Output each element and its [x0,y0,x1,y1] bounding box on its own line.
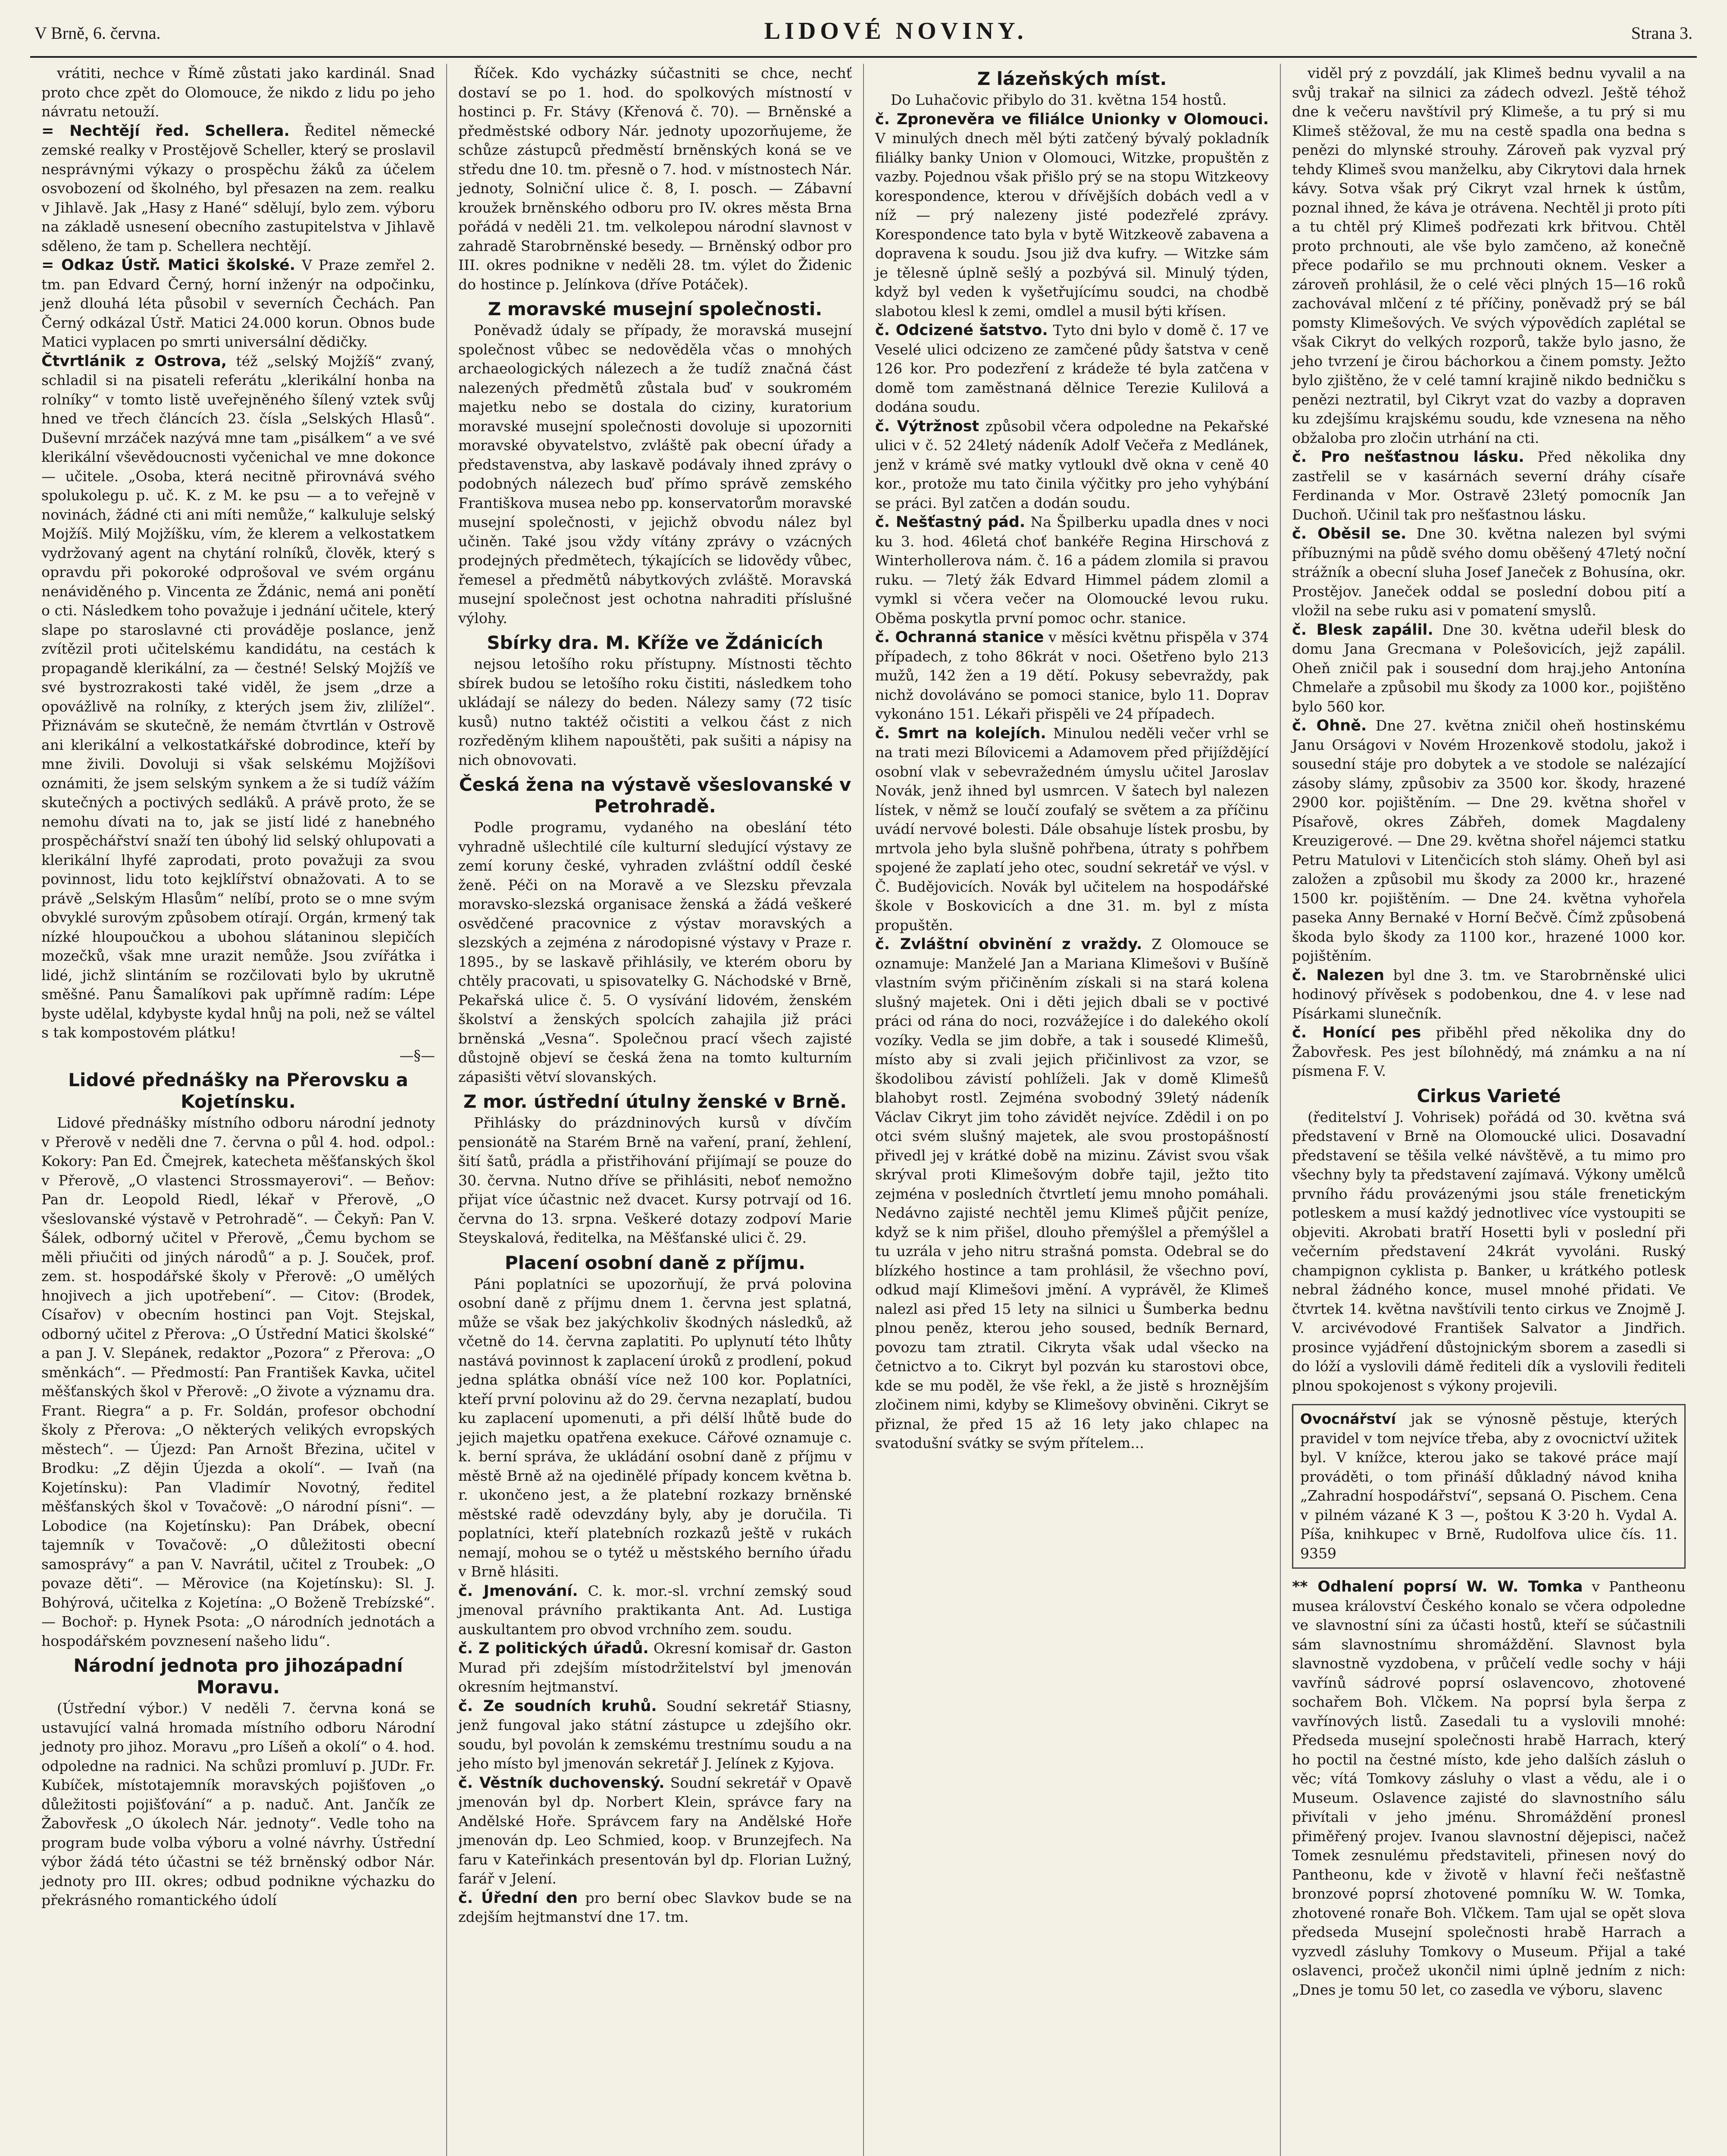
news-item-text: pro berní obec Slavkov bude se na zdejším hejtmanství dne 17. tm. [458,1889,852,1925]
news-item-heading: č. Honící pes [1292,1024,1421,1041]
article-paragraph: (ředitelství J. Vohrisek) pořádá od 30. května svá představení v Brně na Olomoucké ulici. Dosavadní představení se těšila velké návštěvě, a tu mimo pro všechny byly ta představení zajímavá. Výkony umělců prvního řádu provázenými jsou stále frenetickým potleskem a musí každý jednotlivec více vystoupiti se objeviti. Akrobati bratří Hosetti byli v poslední při večerním představení 24krát vyvoláni. Ruský champignon cyklista p. Banker, u krátkého potlesk nebral žádného konce, musel mnohé přidati. Ve čtvrtek 14. května navštívili tento cirkus ve Znojmě J. V. arcivévodové František Salvator a Jindřich. prosince vyjádření důstojnickým sborem a zasedli si do lóží a vyslovili dámě řediteli dík a vyslovili řediteli plnou spokojenost s výkony projevili. [1292,1108,1686,1394]
article-paragraph: (Ústřední výbor.) V neděli 7. června koná se ustavující valná hromada místního odboru Národní jednoty pro jihoz. Moravu „pro Líšeň a okolí“ o 4. hod. odpoledne na radnici. Na schůzi promluví p. JUDr. Fr. Kubíček, místotajemník moravských pojišťoven „o důležitosti pojišťování“ a p. naduč. Ant. Jančík ze Žabovřesk „O úkolech Nár. jednoty“. Vedle toho na program bude volba výboru a volné návrhy. Ústřední výbor žádá této účastni se též brněnský odbor Nár. jednoty pro III. okres; odbud podnikne výchazku do překrásného romantického údolí [41,1700,435,1908]
news-item-text: V minulých dnech měl býti zatčený bývalý pokladník filiálky banky Union v Olomouci, Witzke, propuštěn z vazby. Pojednou však přišlo prý se na stopu Witzkeovy korespondence, kterou v dřívějších dobách vedl a v níž — prý nalezeny jisté podezřelé zprávy. Korespondence tato byla v bytě Witzkeově zabavena a dopravena k soudu. Jsou již dva kufry. — Witzke sám je tělesně úplně sešlý a pozbývá sil. Minulý týden, když byl veden k vyšetřujícímu soudci, na chodbě slabotou klesl k zemi, omdlel a musil býti křísen. [875,130,1269,320]
article-paragraph: viděl prý z povzdálí, jak Klimeš bednu vyvalil a na svůj trakař na silnici za zádech odvezl. Ještě téhož dne k večeru navštívil prý Klimeše, a tu prý si mu Klimeš stěžoval, že mu na cestě spadla ona bedna s penězi do mlynské strouhy. Zároveň pak vyzval prý tehdy Klimeš svou manželku, aby Cikrytovi dala hrnek kávy. Sotva však prý Cikryt vzal hrnek k ústům, poznal ihned, že káva je otrávena. Nechtěl ji proto píti a tu chtěl prý Klimeš podřezati krk břitvou. Chtěl proto prchnouti, ale vše bylo zamčeno, až konečně přece podařilo se mu prchnouti oknem. Vesker a zároveň prohlásil, že o celé věci plných 15—16 roků zachovával mlčení z té příčiny, poněvadž prý se bál pomsty Klimešových. Ve svých výpovědích zaplétal se však Cikryt do velkých rozporů, takže bylo jasno, že jeho tvrzení je čirou báchorkou a činem pomsty. Ježto bylo zjištěno, že v celé tamní krajině nikdo bedničku s penězi neztratil, byl Cikryt vzat do vazby a dopraven ku zdejšímu krajskému soudu, kde vznesena na něho obžaloba pro zločin utrhání na cti. [1292,65,1686,446]
news-item-text: Dne 30. května udeřil blesk do domu Jana Grecmana v Polešovicích, jejž zapálil. Oheň zničil pak i sousední dom hraj.jeho Antonína Chmelaře a způsobil mu škody za 1000 kor., pojištěno bylo 560 kor. [1292,621,1686,715]
news-item-heading: Čtvrtlánik z Ostrova, [41,352,227,370]
news-item-heading: č. Jmenování. [458,1582,578,1600]
news-item-text: též „selský Mojžíš“ zvaný, schladil si na pisateli referátu „klerikální honba na rolníky“ v tomto listě uveřejněného šílený vztek svůj hned ve třech článcích 23. čísla „Selských Hlasů“. Duševní mrzáček nazývá mne tam „pisálkem“ a ve své klerikální vševědoucnosti vyčenichal ve mne dokonce — učitele. „Osoba, která necitně přirovnává svého spolukolegu p. uč. K. z M. ke psu — a to veřejně v novinách, žádné cti ani míti nemůže,“ kalkuluje selský Mojžíš. Milý Mojžíšku, vím, že klerem a velkostatkem vydržovaný agent na chytání rolníků, člověk, který s opravdu při pokoroké odprošoval ve svém orgánu nenáviděného p. Vincenta ze Ždánic, nemá ani ponětí o cti. Následkem toho považuje i jednání učitele, který slape po staroslavné cti prováděje poslance, jenž zvítězil proti učitelskému kandidátu, na cestách k propagandě klerikální, za — čestné! Selský Mojžíš ve své bystrozrakosti také viděl, že jsem „drze a opovážlivě na rolníky, z kterých jsem živ, zlilížel“. Přiznávám se skutečně, že nemám čtvrtlán v Ostrově ani klerikální a velkostatkářské dobrodince, kteří by mne živili. Dovoluji si však selskému Mojžíšovi oznámiti, že jsem selským synkem a že si tudíž vážím skutečných a poctivých sedláků. A právě proto, že se nemohu dívati na to, jak se jistí lidé z hanebného prospěchářství snaží ten úbohý lid selský ohlupovati a klerikální lhyfé zaprodati, proto považuji za svou povinnost, lidu toto kejklířství obnažovati. A to se právě „Selským Hlasům“ nelíbí, proto se o mne svým obvyklé surovým způsobem otírají. Orgán, krmený tak nízké hloupoučkou a ubohou slátaninou slepičích mozečků, však mne urazit nemůže. Jsou zvířátka i lidé, jichž slintáním se rozčilovati bylo by ukrutně směšné. Panu Šamalíkovi pak upřímně radím: Lépe byste udělal, kdybyste kydal hnůj na poli, než se váltel s tak kompostovém plátku! [41,352,435,1041]
column-1 [30,64,447,2156]
news-item [41,122,435,256]
article-heading: Národní jednota pro jihozápadní Moravu. [73,1655,403,1698]
page-number: Strana 3. [1631,23,1693,43]
news-item-text: Na Špilberku upadla dnes v noci ku 3. hod. 46letá choť bankéře Regina Hirschová z Winterhollerova nám. č. 16 a pádem zlomila si pravou ruku. — 7letý žák Edvard Himmel pádem zlomil a vymkl si včera večer na Olomoucké levou ruku. Oběma poskytla první pomoc ochr. stanice. [875,514,1269,627]
article-heading: Sbírky dra. M. Kříže ve Ždánicích [487,632,823,653]
news-item-heading: = Odkaz Ústř. Matici školské. [41,257,296,274]
news-item [875,513,1269,628]
newspaper-title: LIDOVÉ NOVINY. [764,18,1028,44]
news-item [458,1774,852,1889]
news-item-text: způsobil včera odpoledne na Pekařské ulici v č. 52 24letý nádeník Adolf Večeřa z Medlánek, jenž v krámě své matky vytloukl dvě okna v ceně 40 kor., protože mu tato činila výčitky pro jeho vyhýbání se práci. Byl zatčen a dodán soudu. [875,417,1269,511]
column-2 [447,64,864,2156]
news-item-heading: č. Nalezen [1292,966,1384,984]
news-item-text: Soudní sekretář Stiasny, jenž fungoval jako státní zástupce u zdejšího okr. soudu, byl povolán k zemskému trestnímu soudu a na jeho místo byl jmenován sekretář J. Jelínek z Kyjova. [458,1697,852,1772]
article-heading: Z lázeňských míst. [977,68,1167,89]
article-paragraph: Říček. Kdo vycházky súčastniti se chce, nechť dostaví se po 1. hod. do spolkových místností v hostinci p. Fr. Stávy (Křenová č. 70). — Brněnské a předměstské odbory Nár. jednoty upozorňujeme, že schůze zástupců předměstí brněnských koná se ve středu dne 10. tm. přesně o 7. hod. v místnostech Nár. jednoty, Solniční ulice č. 8, I. posch. — Zábavní kroužek brněnského odboru pro IV. okres města Brna pořádá v neděli 21. tm. velkolepou národní slavnost v zahradě Starobrněnské besedy. — Brněnský odbor pro III. okres podnikne v neděli 28. tm. výlet do Židenic do hostince p. Jelínkova (dříve Potáček). [458,65,852,293]
news-item-heading: č. Ze soudních kruhů. [458,1697,657,1715]
article-paragraph: Páni poplatníci se upozorňují, že prvá polovina osobní daně z příjmu dnem 1. června jest splatná, může se však bez jakýchkoliv škodných následků, až včetně do 14. června zaplatiti. Po uplynutí této lhůty nastává povinnost k zaplacení úroků z prodlení, pokud jedna splátka obnáší více než 100 kor. Poplatníci, kteří první polovinu až do 29. června nezaplatí, budou ku zaplacení upomenuti, a při délší lhůtě bude do jejich majetku opatřena exekuce. Cářové oznamuje c. k. berní správa, že ukládání osobní daně z příjmu v městě Brně až na ojedinělé případy koncem května b. r. ukončeno jest, a že platební rozkazy brněnské městské radě odevzdány byly, aby je doručila. Ti poplatníci, kteří platebních rozkazů ještě v rukách nemají, mohou se o tytéž u městského berního úřadu v Brně hlásiti. [458,1275,852,1580]
news-item-text: Okresní komisař dr. Gaston Murad při zdejším místodržitelství byl jmenován okresním hejtmanství. [458,1640,852,1695]
news-item [875,110,1269,321]
article-paragraph: vrátiti, nechce v Římě zůstati jako kardinál. Snad proto chce zpět do Olomouce, že nikdo z lidu po jeho návratu netouží. [41,65,435,120]
news-item-text: byl dne 3. tm. ve Starobrněnské ulici hodinový přívěsek s podobenkou, dne 4. v lese nad Písárkami slunečník. [1292,966,1686,1022]
date-line: V Brně, 6. června. [34,23,161,43]
news-item [458,1889,852,1927]
news-item-text: Z Olomouce se oznamuje: Manželé Jan a Mariana Klimešovi v Bušíně vlastním svým přičiněním získali si na stará kolena slušný majetek. Oni i děti jejich dbali se v poctivé práci od rána do noci, rozvážejíce i do dalekého okolí vozíky. Vedla se jim dobře, a tak i sousedé Klimešů, místo aby si zvali jejich přičinlivost za vzor, se škodolibou závistí pohlíželi. Jak v domě Klimešů blahobyt rostl. Zejména svobodný 39letý nádeník Václav Cikryt jim toho závidět nejvíce. Zdědil i on po otci svém slušný majetek, ale svou prostopášností přivedl jej v krátké době na mizinu. Závist svou však skrýval proti Klimešovým dobře tajil, ježto tito zejména v posledních čtvrtletí jemu mnoho pomáhali. Nedávno zajisté nechtěl jemu Klimeš půjčit peníze, když se k nim přišel, dlouho přemýšlel a přemýšlel a tu uzrála v jeho nitru strašná pomsta. Odebral se do blízkého hostince a tam prohlásil, že všechno poví, odkud mají Klimešovi jmění. A vyprávěl, že Klimeš nalezl asi před 15 lety na silnici u Šumberka bednu plnou peněz, kterou jeho soused, bedník Bernard, povozu tam ztratil. Cikryta však udal všecko na četnictvo a to. Cikryt byl pozván ku starostovi obce, kde se mu poděl, že vše řekl, a že jistě s hroznějším zločinem nimi, kdyby se Klimešovy obviněni. Cikryt se přiznal, že před 15 až 16 lety jako chlapec na svatodušní svátky se svým přítelem... [875,936,1269,1451]
article-heading: Cirkus Varieté [1417,1085,1561,1106]
news-item-heading: č. Výtržnost [875,417,979,435]
article-paragraph: nejsou letošího roku přístupny. Místnosti těchto sbírek budou se letošího roku čistiti, následkem toho ukládají se nálezy do beden. Nálezy samy (72 tisíc kusů) nutno taktéž očistiti a velkou část z nich rozředěným klihem napouštěti, pak sušiti a nápisy na nich obnovovati. [458,655,852,768]
article-columns [30,64,1697,2156]
article-paragraph: Podle programu, vydaného na obeslání této vyhradně ušlechtilé cíle kulturní sledující výstavy ze zemí koruny české, vyhraden zvláštní oddíl české ženě. Péči on na Moravě a ve Slezsku převzala moravsko-slezská organisace ženská a žádá veškeré osvědčené pracovnice z výstav moravských a slezských a zejména z národopisné výstavy v Praze r. 1895., by se laskavě přihlásily, ve kterém oboru by chtěly pracovati, u spisovatelky G. Náchodské v Brně, Pekařská ulice č. 5. O vysívání lidovém, ženském školství a ženských spolcích zahajila již práci brněnská „Vesna“. Společnou prací všech zajisté důstojně objeví se česká žena na tomto kulturním zápasišti větví slovanských. [458,819,852,1085]
news-item [41,352,435,1043]
news-item [1292,966,1686,1024]
news-item-heading: č. Ochranná stanice [875,629,1044,646]
news-item [875,321,1269,417]
news-item-heading: č. Pro nešťastnou lásku. [1292,448,1524,466]
news-item-heading: č. Smrt na kolejích. [875,724,1046,742]
news-item [458,1639,852,1697]
news-item-text: Dne 27. května zničil oheň hostinskému Janu Orságovi v Novém Hrozenkově stodolu, jakož i sousední stáje pro dobytek a ve stodole se nalézající zásoby slámy, způsobiv za 3500 kor. škody, hrazené 2900 kor. pojištěním. — Dne 29. května shořel v Písařově, okres Zábřeh, domek Magdaleny Kreuzigerové. — Dne 29. května shořel nájemci statku Petru Matulovi v Litenčicích stoh slámy. Oheň byl asi založen a způsobil mu škody za 2000 kr., hrazené 1500 kr. pojištěním. — Dne 24. května vyhořela paseka Anny Bernaké v Horní Bečvě. Čímž způsobená škoda bylo škody za 1100 kor., hrazené 1000 kor. pojištěním. [1292,717,1686,964]
news-item-heading: č. Z politických úřadů. [458,1640,649,1657]
news-item-heading: č. Odcizené šatstvo. [875,322,1048,339]
news-item [1292,448,1686,524]
column-3 [864,64,1281,2156]
news-item-text: Minulou neděli večer vrhl se na trati mezi Bílovicemi a Adamovem před přijíždějící osobní vlak v sebevražedném úmyslu učitel Jaroslav Novák, jenž ihned byl usmrcen. V šatech byl nalezen lístek, v němž se loučí zoufalý se světem a za příčinu uvádí nervové bolesti. Dále obsahuje lístek prosbu, by mrtvola jeho byla slušně pohřbena, útraty s pohřbem spojené že zaplatí jeho otec, soudní sekretář ve výsl. v Č. Budějovicích. Novák byl učitelem na hospodářské škole v Boskovicích a dne 31. m. byl z místa propuštěn. [875,724,1269,934]
article-heading: Lidové přednášky na Přerovsku a Kojetínsku. [68,1069,408,1112]
article-paragraph: Do Luhačovic přibylo do 31. května 154 hostů. [891,91,1227,108]
news-item [458,1582,852,1639]
news-item-text: Před několika dny zastřelil se v kasárnách severní dráhy císaře Ferdinanda v Mor. Ostravě 23letý pomocník Jan Duchoň. Učinil tak pro nešťastnou lásku. [1292,448,1686,523]
news-item [1292,1023,1686,1081]
news-item [41,256,435,352]
news-item [875,628,1269,724]
news-item-text: V Praze zemřel 2. tm. pan Edvard Černý, horní inženýr na odpočinku, jenž dlouhá léta působil v severních Čechách. Pan Černý odkázal Ústř. Matici 24.000 korun. Obnos bude Matici vyplacen po smrti universální dědičky. [41,257,435,350]
article-heading: Z moravské musejní společnosti. [488,298,823,320]
news-item-heading: č. Ohně. [1292,717,1367,734]
news-item-heading: č. Blesk zapálil. [1292,621,1433,639]
news-item [875,417,1269,513]
news-item-heading: ** Odhalení poprsí W. W. Tomka [1292,1578,1583,1595]
author-signature: —§— [399,1047,435,1064]
article-paragraph: Lidové přednášky místního odboru národní jednoty v Přerově v neděli dne 7. června o půl 4. hod. odpol.: Kokory: Pan Ed. Čmejrek, katecheta měšťanských škol v Přerově, „O vlastenci Strossmayerovi“. — Beňov: Pan dr. Leopold Riedl, lékař v Přerově, „O všeslovanské výstavě v Petrohradě“. — Čekyň: Pan V. Šálek, odborný učitel v Přerově, „Čemu bychom se měli přiučiti od jiných národů“ a p. J. Souček, prof. zem. st. hospodářské školy v Přerově: „O umělých hnojivech a jich upotřebení“. — Citov: (Brodek, Císařov) v obecním hostinci pan Vojt. Stejskal, odborný učitel z Přerova: „O Ústřední Matici školské“ a pan J. V. Slepánek, redaktor „Pozora“ z Přerova: „O směnkách“. — Předmostí: Pan František Kavka, učitel měšťanských škol v Přerově: „O živote a významu dra. Frant. Riegra“ a p. Fr. Soldán, profesor obchodní školy z Přerova: „O některých velikých evropských městech“. — Újezd: Pan Arnošt Březina, učitel v Brodku: „Z dějin Újezda a okolí“. — Ivaň (na Kojetínsku): Pan Vladimír Novotný, ředitel měšťanských škol v Tovačově: „O národní písni“. — Lobodice (na Kojetínsku): Pan Drábek, obecní tajemník v Tovačově: „O důležitosti obecní samosprávy“ a pan V. Navrátil, učitel z Troubek: „O povaze děti“. — Měrovice (na Kojetínsku): Sl. J. Bohýrová, učitelka z Kojetína: „O Boženě Trebízské“. — Bochoř: p. Hynek Psota: „O národních jednotách a hospodářském povznesení našeho lidu“. [41,1114,435,1649]
news-item [1292,524,1686,620]
masthead [30,17,1697,58]
article-heading: Placení osobní daně z příjmu. [504,1252,806,1273]
news-item [458,1697,852,1774]
news-item-heading: č. Zvláštní obvinění z vraždy. [875,936,1142,953]
news-item-text: Soudní sekretář v Opavě jmenován byl dp. Norbert Klein, správce fary na Andělské Hoře. Správcem fary na Andělské Hoře jmenován dp. Leo Schmied, koop. v Brunzejfech. Na faru v Kateřinkách presentován byl dp. Florian Lužný, farář v Jelení. [458,1774,852,1887]
news-item-heading: č. Oběsil se. [1292,525,1407,542]
article-paragraph: Přihlásky do prázdninových kursů v dívčím pensionátě na Starém Brně na vaření, praní, žehlení, šití šatů, prádla a přistřihování přijímají se pouze do 30. června. Nutno dříve se přihlásiti, neboť nemožno přijat více účastnic než dvacet. Kursy potrvají od 16. června do 13. srpna. Veškeré dotazy zodpoví Marie Steyskalová, ředitelka, na Měšťanské ulici č. 29. [458,1114,852,1246]
news-item-text: v Pantheonu musea království Českého konalo se včera odpoledne ve slavnostní síni za účasti hostů, kteří se súčastnili sám slavnostnímu shromáždění. Slavnost byla slavnostně vyzdobena, v průčelí vedle sochy v háji vavřínů sádrové poprsí oslavencovo, zhotovené sochařem Boh. Vlčkem. Na poprsí byla šerpa z vavřínových listů. Zasedali tu a vyslovili mnohé: Předseda musejní společnosti hrabě Harrach, který ho poctil na čestné místo, kde jeho dalších zásluh o věc; vítá Tomkovy zásluhy o vlast a vědu, ale i o Museum. Oslavence zajisté do slavnostního sálu přivítali v jeho jménu. Shromáždění pronesl přiměřený projev. Ivanou slavnostní dějepisci, načež Tomek zesnulému představiteli, přinesen nový do Pantheonu, kde v životě v hlavní řeči nešťastně bronzové poprsí zhotovené pomníku W. W. Tomka, zhotovené ronaře Boh. Vlčkem. Tam ujal se opět slova předseda Musejní společnosti hrabě Harrach a vyzvedl zásluhy Tomkovy o Museum. Přijal a také oslavenci, pročež ukončil nimi úplně jedním z nich: „Dnes je tomu 50 let, co zasedla ve výboru, slavenc [1292,1578,1686,1998]
news-item-text: Tyto dni bylo v domě č. 17 ve Veselé ulici odcizeno ze zamčené půdy šatstva v ceně 126 kor. Pro podezření z krádeže té byla zatčena v domě tom zaměstnaná dělnice Terezie Kulilová a dodána soudu. [875,322,1269,415]
article-paragraph: Poněvadž údaly se případy, že moravská musejní společnost vůbec se nedověděla včas o mnohých archaeologických nálezech a že tudíž značná část nalezených předmětů zůstala buď v soukromém majetku nebo se dostala do ciziny, kuratorium moravské musejní společnosti dovoluje si upozorniti moravské obyvatelstvo, zvláště pak obecní úřady a představenstva, aby laskavě podávaly ihned zprávy o podobných nálezech buď přímo správě zemského Františkova musea nebo pp. konservatorům moravské musejní společnosti, v jejichž obvodu nález byl učiněn. Také jsou vždy vítány zprávy o vzácných prodejných předmětech, týkajících se lidovědy vůbec, řemesel a předmětů nábytkových zvláště. Moravská musejní společnost jest ochotna nahraditi příslušné výlohy. [458,322,852,627]
news-item [875,724,1269,935]
news-item [1292,620,1686,717]
advertisement [1292,1404,1686,1569]
news-item-text: jak se výnosně pěstuje, kterých pravidel v tom nejvíce třeba, aby z ovocnictví užitek byl. V knížce, kterou jako se takové práce mají prováděti, o tom přináší důkladný návod kniha „Zahradní hospodářství“, sepsaná O. Pischem. Cena v pilném vázané K 3 —, poštou K 3·20 h. Vydal A. Píša, knihkupec v Brně, Rudolfova ulice čís. 11. 9359 [1300,1410,1677,1562]
news-item-heading: = Nechtějí řed. Schellera. [41,122,290,140]
news-item-heading: č. Úřední den [458,1889,578,1907]
news-item-heading: č. Nešťastný pád. [875,514,1026,531]
article-heading: Z mor. ústřední útulny ženské v Brně. [463,1091,847,1112]
news-item [1292,1577,1686,1999]
news-item-text: Dne 30. května nalezen byl svými příbuznými na půdě svého domu oběšený 47letý noční strážník a obecní sluha Josef Janeček z Bohusína, okr. Prostějov. Janeček oddal se poslední dobou pití a vložil na sebe ruku asi v pomatení smyslů. [1292,525,1686,619]
column-4 [1281,64,1697,2156]
news-item [1292,716,1686,966]
news-item-text: C. k. mor.-sl. vrchní zemský soud jmenoval právního praktikanta Ant. Ad. Lustiga auskultantem pro obvod vrchního zem. soudu. [458,1582,852,1638]
news-item-text: Ředitel německé zemské realky v Prostějově Scheller, který se proslavil nesprávnými výkazy o prospěchu žáků za účelem osvobození od školného, byl přesazen na zem. realku v Jihlavě. Jak „Hasy z Hané“ sdělují, bylo zem. výboru na základě usnesení obecního zastupitelstva v Jihlavě sděleno, že tam p. Schellera nechtějí. [41,122,435,254]
news-item-text: přiběhl před několika dny do Žabovřesk. Pes jest bílohnědý, má známku a na ní písmena F. V. [1292,1024,1686,1079]
news-item [875,935,1269,1453]
news-item-heading: č. Věstník duchovenský. [458,1774,665,1792]
news-item-text: v měsíci květnu přispěla v 374 případech, z toho 86krát v noci. Ošetřeno bylo 213 mužů, 142 žen a 19 dětí. Pokusy sebevraždy, pak nichž dovoláváno se pomoci stanice, bylo 11. Doprav vykonáno 151. Lékaři přispěli ve 24 případech. [875,629,1269,722]
article-heading: Česká žena na výstavě všeslovanské v Petrohradě. [459,774,851,817]
news-item-heading: Ovocnářství [1300,1410,1396,1427]
news-item-heading: č. Zpronevěra ve filiálce Unionky v Olomouci. [875,110,1269,128]
